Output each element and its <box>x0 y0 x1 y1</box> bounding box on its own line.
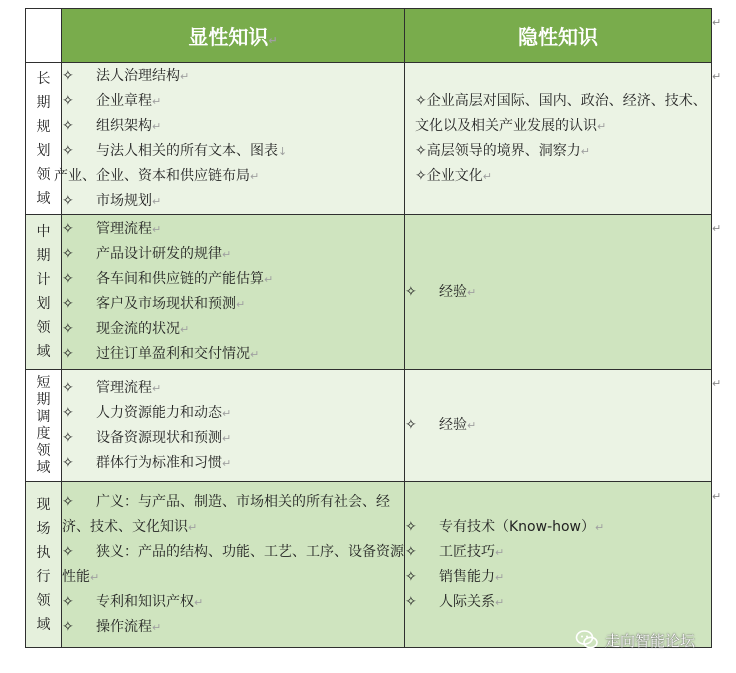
list-item: ✧ 过往订单盈利和交付情况↵ <box>62 346 260 362</box>
domain-label: 短 期 调 度 领 域 <box>26 370 62 482</box>
return-mark: ↵ <box>712 490 722 503</box>
list-item: ✧ 人力资源能力和动态↵ <box>62 404 232 421</box>
list-item: ✧ 群体行为标准和习惯↵ <box>62 454 232 471</box>
list-item: ✧ 工匠技巧↵ <box>405 543 505 560</box>
corner-cell <box>26 9 62 63</box>
list-item: ✧ 管理流程↵ <box>62 221 162 237</box>
list-item: ✧ 管理流程↵ <box>62 379 162 396</box>
list-item: ✧ 经验↵ <box>405 417 477 433</box>
list-item: ✧企业文化↵ <box>415 167 492 184</box>
list-item: ✧ 现金流的状况↵ <box>62 321 190 337</box>
list-item: ✧ 市场规划↵ <box>62 192 162 209</box>
explicit-cell <box>62 370 405 482</box>
header-row <box>26 9 712 63</box>
explicit-cell <box>62 482 405 648</box>
explicit-cell <box>62 215 405 370</box>
list-item: ✧ 设备资源现状和预测↵ <box>62 429 232 446</box>
knowledge-table <box>25 8 712 648</box>
watermark <box>575 628 695 652</box>
explicit-header-label: 显性知识 <box>188 25 269 49</box>
tacit-cell <box>405 370 712 482</box>
tacit-cell <box>405 482 712 648</box>
row-short-term <box>26 370 712 482</box>
list-item: ✧ 法人治理结构↵ <box>62 67 190 84</box>
list-item: ✧ 专有技术（Know-how）↵ <box>405 518 605 535</box>
list-item: ✧ 广义：与产品、制造、市场相关的所有社会、经济、技术、文化知识↵ <box>62 493 390 535</box>
list-item: ✧ 操作流程↵ <box>62 618 162 635</box>
tacit-knowledge-header <box>405 9 712 63</box>
list-item: ✧ 专利和知识产权↵ <box>62 593 204 610</box>
list-item: ✧ 各车间和供应链的产能估算↵ <box>62 271 274 287</box>
domain-label: 长 期 规 划 领 域 <box>26 63 62 215</box>
watermark-text: 走向智能论坛 <box>605 631 696 650</box>
list-item: ✧ 与法人相关的所有文本、图表↓ <box>62 142 288 159</box>
explicit-cell <box>54 63 405 215</box>
return-mark: ↵ <box>712 16 722 29</box>
list-item: ✧高层领导的境界、洞察力↵ <box>415 142 590 159</box>
wechat-icon <box>575 628 599 652</box>
return-mark: ↵ <box>712 70 722 83</box>
domain-label: 中 期 计 划 领 域 <box>26 215 62 370</box>
return-mark: ↵ <box>268 34 278 47</box>
row-execution <box>26 482 712 648</box>
row-mid-term <box>26 215 712 370</box>
list-item: 产业、企业、资本和供应链布局↵ <box>54 167 260 184</box>
list-item: ✧ 组织架构↵ <box>62 117 162 134</box>
list-item: ✧企业高层对国际、国内、政治、经济、技术、文化以及相关产业发展的认识↵ <box>415 92 707 134</box>
return-mark: ↵ <box>712 222 722 235</box>
return-mark: ↵ <box>712 377 722 390</box>
list-item: ✧ 经验↵ <box>405 283 477 300</box>
list-item: ✧ 人际关系↵ <box>405 593 505 610</box>
domain-label: 现 场 执 行 领 域 <box>26 482 62 648</box>
tacit-cell <box>405 215 712 370</box>
tacit-header-label: 隐性知识 <box>518 25 598 49</box>
list-item: ✧ 企业章程↵ <box>62 92 162 109</box>
list-item: ✧ 狭义：产品的结构、功能、工艺、工序、设备资源性能↵ <box>62 543 404 585</box>
tacit-cell <box>405 63 712 215</box>
list-item: ✧ 产品设计研发的规律↵ <box>62 246 232 262</box>
explicit-knowledge-header <box>62 9 405 63</box>
list-item: ✧ 销售能力↵ <box>405 568 505 585</box>
list-item: ✧ 客户及市场现状和预测↵ <box>62 296 246 312</box>
row-long-term <box>26 63 712 215</box>
